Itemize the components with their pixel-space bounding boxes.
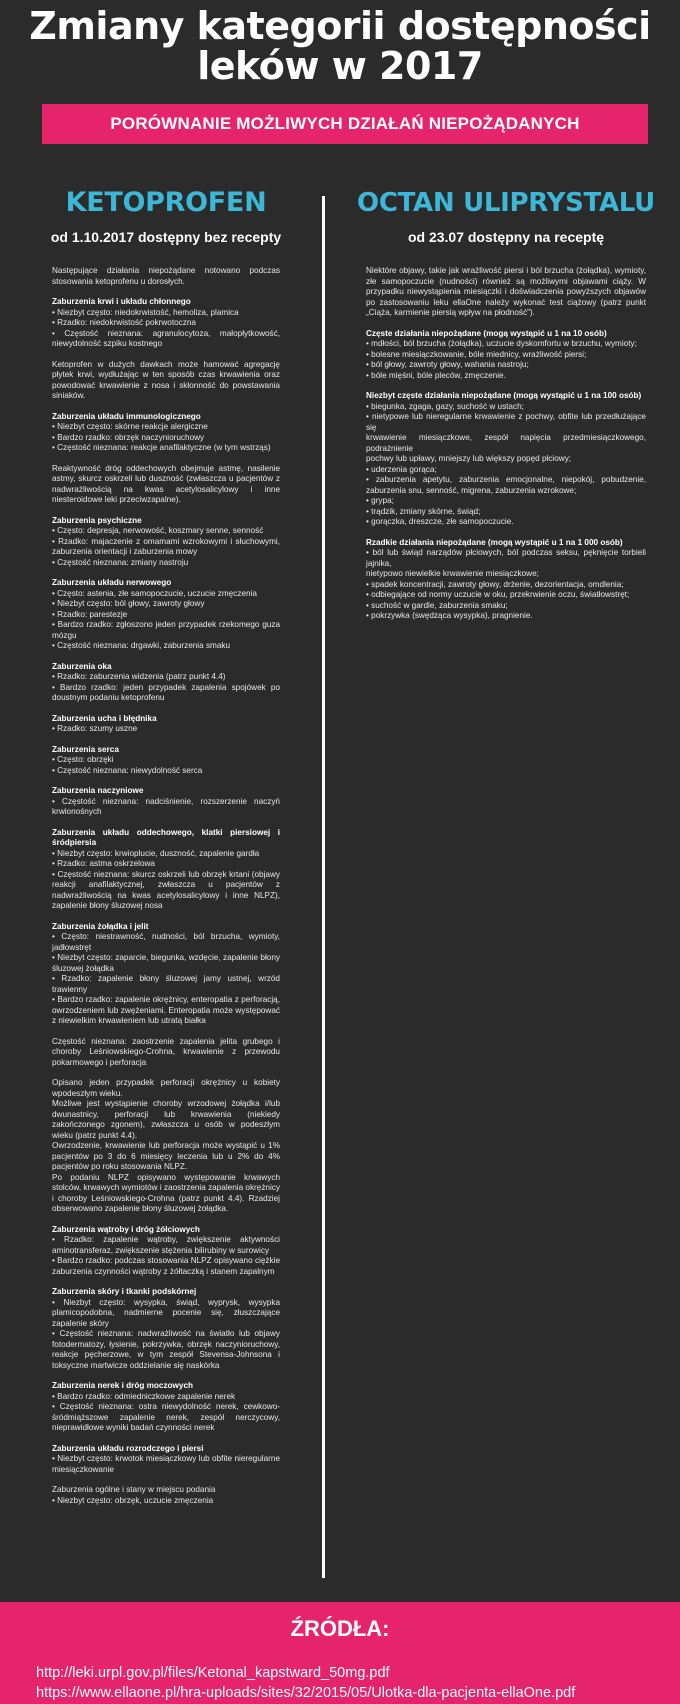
section-block	[52, 578, 280, 652]
section-text: • Często: depresja, nerwowość, koszmary senne, senność • Rzadko: majaczenie z omamami wzrokowymi i słuchowymi, zaburzenia orientacji i zaburzenia mowy • Częstość nieznana: zmiany nastroju	[52, 526, 280, 567]
availability-ketoprofen: od 1.10.2017 dostępny bez recepty	[50, 229, 282, 245]
section-block	[52, 714, 280, 735]
page-title	[0, 6, 680, 86]
section-block	[366, 329, 646, 382]
section-text: • Niezbyt często: krwioplucie, duszność, zapalenie gardła • Rzadko: astma oskrzelowa • Częstość nieznana: skurcz oskrzeli lub obrzęk krtani (objawy reakcji anafilaktycznej, zwłaszcza u pacjentów z nadwrażliwością na kwas acetylosalicylowy i inne NLPZ), zapalenie błony śluzowej nosa	[52, 848, 280, 910]
section-text: • Bardzo rzadko: odmiedniczkowe zapalenie nerek • Częstość nieznana: ostra niewydolność nerek, cewkowo-śródmiąższowe zapalenie nerek, zespół nerczycowy, nieprawidłowe wyniki badań czynności nerek	[52, 1391, 280, 1432]
section-heading: Zaburzenia układu rozrodczego i piersi	[52, 1443, 204, 1453]
comparison-banner: PORÓWNANIE MOŻLIWYCH DZIAŁAŃ NIEPOŻĄDANYCH	[42, 104, 648, 144]
section-heading: Rzadkie działania niepożądane (mogą wystąpić u 1 na 1 000 osób)	[366, 537, 623, 547]
column-divider	[322, 196, 325, 1578]
section-block	[52, 360, 280, 402]
section-text: • Rzadko: szumy uszne	[52, 724, 138, 733]
section-block	[366, 538, 646, 622]
drug-name-ketoprofen: KETOPROFEN	[65, 187, 267, 218]
section-heading: Zaburzenia układu nerwowego	[52, 578, 172, 587]
section-text: • Niezbyt często: krwotok miesiączkowy lub obfite nieregularne miesiączkowanie	[52, 1454, 280, 1474]
section-heading: Zaburzenia oka	[52, 661, 112, 671]
section-heading: Niezbyt częste działania niepożądane (mogą wystąpić u 1 na 100 osób)	[366, 391, 642, 400]
section-block	[52, 297, 280, 350]
section-text: • Niezbyt często: niedokrwistość, hemoliza, plamica • Rzadko: niedokrwistość pokrwotoczna • Częstość nieznana: agranulocytoza, małopłytkowość, niewydolność szpiku kostnego	[52, 307, 280, 348]
section-text: • Niezbyt często: wysypka, świąd, wyprysk, wysypka plamicopodobna, nadmierne pocenie się, złuszczające zapalenie skóry • Częstość nieznana: nadwrażliwość na światło lub objawy fotodermatozy, łysienie, pokrzywka, obrzęk naczynioruchowy, reakcje pęcherzowe, w tym zespół Stevensa-Johnsona i toksyczne martwicze oddzielanie się naskórka	[52, 1297, 280, 1370]
section-block	[52, 1037, 280, 1069]
section-text: Ketoprofen w dużych dawkach może hamować agregację płytek krwi, wydłużając w ten sposób czas krwawienia oraz powodować krwawienie z nosa i skłonność do powstawania siniaków.	[52, 359, 280, 400]
section-block	[52, 1078, 280, 1215]
section-text: Zaburzenia ogólne i stany w miejscu podania • Niezbyt często: obrzęk, uczucie zmęczenia	[52, 1485, 216, 1505]
section-text: • Często: obrzęki • Częstość nieznana: niewydolność serca	[52, 755, 203, 775]
section-text: • Niezbyt często: skórne reakcje alergiczne • Bardzo rzadko: obrzęk naczynioruchowy • Częstość nieznana: reakcje anafilaktyczne (w tym wstrząs)	[52, 422, 271, 452]
section-block	[52, 516, 280, 569]
section-heading: Częste działania niepożądane (mogą wystąpić u 1 na 10 osób)	[366, 328, 607, 338]
section-text: Opisano jeden przypadek perforacji okrężnicy u kobiety wpodeszłym wieku. Możliwe jest wystąpienie choroby wrzodowej żołądka i/lub dwunastnicy, perforacji lub krwawienia (niekiedy zakończonego zgonem), zwłaszcza u osób w podeszłym wieku (patrz punkt 4.4). Owrzodzenie, krwawienie lub perforacja może wystąpić u 1% pacjentów po 3 do 6 miesięcy leczenia lub u 2% do 4% pacjentów po roku stosowania NLPZ. Po podaniu NLPZ opisywano występowanie krwawych stolców, krwawych wymiotów i zaostrzenia zapalenia okrężnicy i choroby Leśniowskiego-Crohna (patrz punkt 4.4). Rzadziej obserwowano zapalenie błony śluzowej żołądka.	[52, 1078, 280, 1213]
availability-ulipristal: od 23.07 dostępny na receptę	[407, 229, 605, 245]
section-heading: Zaburzenia nerek i dróg moczowych	[52, 1381, 194, 1390]
section-text: Następujące działania niepożądane notowano podczas stosowania ketoprofenu u dorosłych.	[52, 266, 280, 286]
section-text: Reaktywność dróg oddechowych obejmuje astmę, nasilenie astmy, skurcz oskrzeli lub duszność (zwłaszcza u pacjentów z nadwrażliwością na kwas acetylosalicylowy i inne niesteroidowe leki przeciwzapalne).	[52, 463, 280, 504]
section-block	[366, 266, 646, 319]
section-text: • Częstość nieznana: nadciśnienie, rozszerzenie naczyń krwionośnych	[52, 796, 280, 816]
title-line-2: leków w 2017	[197, 44, 483, 88]
section-heading: Zaburzenia wątroby i dróg żółciowych	[52, 1224, 200, 1234]
ulipristal-side-effects	[366, 266, 646, 622]
section-text: • ból lub świąd narządów płciowych, ból podczas seksu, pęknięcie torbieli jajnika, nietypowo niewielkie krwawienie miesiączkowe; • spadek koncentracji, zawroty głowy, drżenie, dezorientacja, omdlenia; • odbiegające od normy uczucie w oku, przekrwienie oczu, światłowstręt; • suchość w gardle, zaburzenia smaku; • pokrzywka (swędząca wysypka), pragnienie.	[366, 548, 646, 620]
section-text: • Rzadko: zaburzenia widzenia (patrz punkt 4.4) • Bardzo rzadko: jeden przypadek zapalenia spojówek po doustnym podaniu ketoprofenu	[52, 672, 280, 702]
sources-section	[0, 1602, 680, 1704]
section-text: • Często: astenia, złe samopoczucie, uczucie zmęczenia • Niezbyt często: ból głowy, zawroty głowy • Rzadko: parestezje • Bardzo rzadko: zgłoszono jeden przypadek rzekomego guza mózgu • Częstość nieznana: drgawki, zaburzenia smaku	[52, 588, 280, 650]
section-block	[52, 266, 280, 287]
section-block	[52, 1381, 280, 1434]
section-block	[52, 412, 280, 454]
section-heading: Zaburzenia krwi i układu chłonnego	[52, 297, 191, 306]
ketoprofen-side-effects	[52, 266, 280, 1506]
section-block	[52, 1444, 280, 1476]
source-link[interactable]: https://www.ellaone.pl/hra-uploads/sites/32/2015/05/Ulotka-dla-pacjenta-ellaOne.pdf	[36, 1685, 576, 1701]
section-block	[52, 464, 280, 506]
section-heading: Zaburzenia żołądka i jelit	[52, 921, 149, 931]
ulipristal-column	[357, 186, 655, 632]
section-heading: Zaburzenia naczyniowe	[52, 786, 144, 795]
section-heading: Zaburzenia skóry i tkanki podskórnej	[52, 1287, 197, 1296]
section-block	[52, 662, 280, 704]
section-heading: Zaburzenia ucha i błędnika	[52, 713, 157, 723]
section-text: Częstość nieznana: zaostrzenie zapalenia jelita grubego i choroby Leśniowskiego-Crohna, krwawienie z przewodu pokarmowego i perforacja	[52, 1036, 280, 1067]
title-line-1: Zmiany kategorii dostępności	[29, 4, 651, 48]
section-text: Niektóre objawy, takie jak wrażliwość piersi i ból brzucha (żołądka), wymioty, złe samopoczucie (nudności) również są możliwymi objawami ciąży. W przypadku niewystąpienia miesiączki i doświadczenia powyższych objawów po zastosowaniu leku ellaOne należy wykonać test ciążowy (patrz punkt „Ciąża, karmienie piersią wpływ na płodność”).	[366, 266, 646, 317]
section-block	[52, 828, 280, 912]
section-heading: Zaburzenia serca	[52, 744, 119, 754]
section-block	[52, 786, 280, 818]
section-block	[52, 1225, 280, 1278]
drug-name-ulipristal: OCTAN ULIPRYSTALU	[357, 188, 655, 218]
section-block	[52, 1485, 280, 1506]
section-text: • mdłości, ból brzucha (żołądka), uczucie dyskomfortu w brzuchu, wymioty; • bolesne miesiączkowanie, bóle miednicy, wrażliwość piersi; • ból głowy, zawroty głowy, wahania nastroju; • bóle mięśni, bóle pleców, zmęczenie.	[366, 339, 637, 380]
sources-title: ŹRÓDŁA:	[290, 1616, 390, 1641]
section-block	[366, 391, 646, 528]
section-block	[52, 1287, 280, 1371]
section-block	[52, 745, 280, 777]
ketoprofen-column	[52, 186, 280, 1516]
section-heading: Zaburzenia układu immunologicznego	[52, 411, 201, 421]
section-block	[52, 922, 280, 1027]
source-link[interactable]: http://leki.urpl.gov.pl/files/Ketonal_kapstward_50mg.pdf	[36, 1665, 390, 1681]
section-text: • Często: niestrawność, nudności, ból brzucha, wymioty, jadłowstręt • Niezbyt często: zaparcie, biegunka, wzdęcie, zapalenie błony śluzowej żołądka • Rzadko: zapalenie błony śluzowej jamy ustnej, wrzód trawienny • Bardzo rzadko: zapalenie okrężnicy, enteropatia z perforacją, owrzodzeniem lub zwężeniami. Enteropatia może występować z niewielkim krwawieniem lub utratą białka	[52, 932, 280, 1025]
section-heading: Zaburzenia psychiczne	[52, 515, 142, 525]
section-heading: Zaburzenia układu oddechowego, klatki piersiowej i śródpiersia	[52, 827, 280, 847]
section-text: • biegunka, zgaga, gazy, suchość w ustach; • nietypowe lub nieregularne krwawienie z pochwy, obfite lub przedłużające się krwawienie miesiączkowe, zespół napięcia przedmiesiączkowego, podrażnienie pochwy lub upławy, mniejszy lub większy popęd płciowy; • uderzenia gorąca; • zaburzenia apetytu, zaburzenia emocjonalne, niepokój, pobudzenie, zaburzenia snu, senność, migrena, zaburzenia wzrokowe; • grypa; • trądzik, zmiany skórne, świąd; • gorączka, dreszcze, złe samopoczucie.	[366, 401, 646, 526]
section-text: • Rzadko: zapalenie wątroby, zwiększenie aktywności aminotransferaz, zwiększenie stężenia bilirubiny w surowicy • Bardzo rzadko: podczas stosowania NLPZ opisywano ciężkie zaburzenia czynności wątroby z żółtaczką i stanem zapalnym	[52, 1235, 280, 1276]
